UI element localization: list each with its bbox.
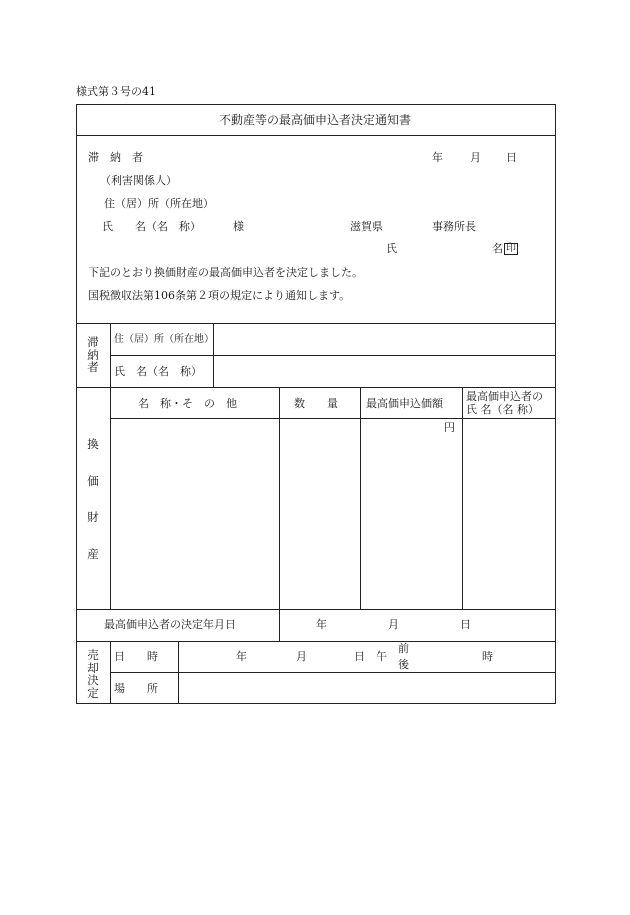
decision-date-month: 月 bbox=[388, 618, 399, 631]
body-text-line-1: 下記のとおり換価財産の最高価申込者を決定しました。 bbox=[88, 266, 363, 279]
document-title: 不動産等の最高価申込者決定通知書 bbox=[218, 113, 411, 127]
divider bbox=[178, 641, 179, 704]
divider bbox=[76, 609, 556, 610]
sale-place-label: 場 所 bbox=[114, 682, 158, 695]
signer-name-shi: 氏 bbox=[386, 242, 397, 255]
issue-date-month: 月 bbox=[470, 151, 481, 164]
sale-hour: 時 bbox=[482, 650, 493, 663]
seal-mark: 印 bbox=[506, 243, 516, 254]
sale-day: 日 bbox=[354, 650, 365, 663]
address-label: 住（居）所（所在地） bbox=[104, 197, 214, 210]
interested-party-label: （利害関係人） bbox=[100, 174, 177, 187]
sale-datetime-label: 日 時 bbox=[114, 650, 158, 663]
sale-pm: 後 bbox=[398, 658, 409, 671]
sale-am: 前 bbox=[398, 642, 409, 655]
sale-decision-side-label: 売 却 決 定 bbox=[87, 648, 99, 700]
divider bbox=[76, 387, 556, 388]
column-header-name: 名 称・そ の 他 bbox=[138, 397, 237, 410]
divider bbox=[462, 387, 463, 609]
divider bbox=[110, 672, 556, 673]
column-header-bidder-line-2: 氏 名（名 称） bbox=[466, 403, 539, 416]
signer-name-mei: 名 bbox=[492, 242, 503, 255]
issuing-office: 滋賀県 bbox=[350, 220, 383, 233]
body-text-line-2: 国税徴収法第106条第２項の規定により通知します。 bbox=[88, 289, 351, 302]
delinquent-address-label: 住（居）所（所在地） bbox=[114, 334, 214, 345]
sale-ampm-prefix: 午 bbox=[376, 650, 387, 663]
honorific: 様 bbox=[233, 220, 244, 233]
column-header-quantity: 数 量 bbox=[294, 397, 338, 410]
delinquent-side-label: 滞 納 者 bbox=[87, 335, 99, 375]
divider bbox=[76, 135, 556, 136]
decision-date-year: 年 bbox=[316, 618, 327, 631]
divider bbox=[213, 323, 214, 387]
name-label: 氏 名（名 称） bbox=[102, 220, 201, 233]
column-header-bidder-line-1: 最高価申込者の bbox=[466, 390, 543, 403]
delinquent-label: 滞 納 者 bbox=[88, 151, 143, 164]
decision-date-label: 最高価申込者の決定年月日 bbox=[104, 618, 236, 631]
form-number: 様式第３号の41 bbox=[76, 85, 156, 98]
divider bbox=[76, 323, 556, 324]
divider bbox=[110, 641, 111, 704]
issue-date-day: 日 bbox=[506, 151, 517, 164]
sale-year: 年 bbox=[236, 650, 247, 663]
divider bbox=[76, 641, 556, 642]
delinquent-name-label: 氏 名（名 称） bbox=[114, 365, 202, 378]
property-side-label: 換 価 財 産 bbox=[87, 437, 99, 561]
divider bbox=[279, 387, 280, 641]
sale-month: 月 bbox=[296, 650, 307, 663]
column-header-bid-price: 最高価申込価額 bbox=[366, 397, 443, 410]
divider bbox=[110, 355, 556, 356]
decision-date-day: 日 bbox=[460, 618, 471, 631]
divider bbox=[110, 323, 111, 609]
divider bbox=[110, 418, 556, 419]
divider bbox=[360, 387, 361, 609]
office-head-title: 事務所長 bbox=[432, 220, 476, 233]
issue-date-year: 年 bbox=[432, 151, 443, 164]
yen-unit: 円 bbox=[444, 421, 455, 434]
